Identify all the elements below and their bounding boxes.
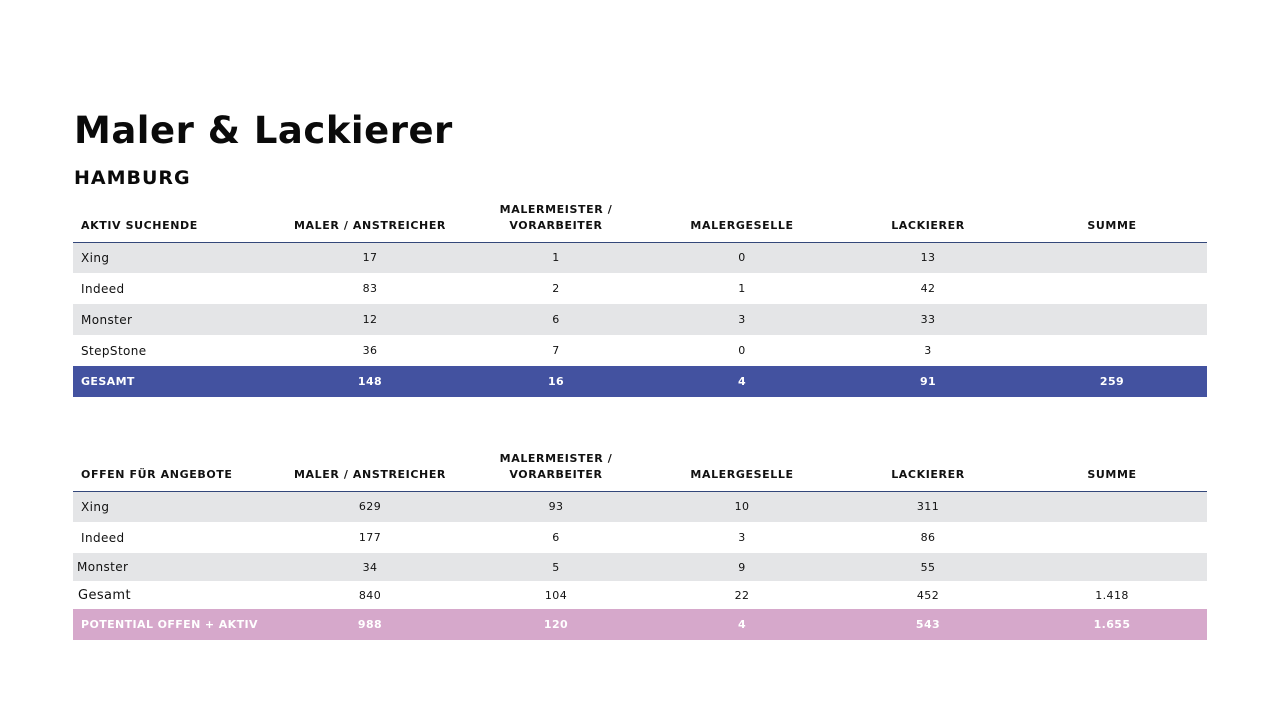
column-header: MALERGESELLE: [645, 194, 839, 242]
table-cell: [1017, 273, 1207, 304]
table-cell: [1017, 522, 1207, 553]
table-cell: 259: [1017, 366, 1207, 397]
table-row: [73, 553, 1207, 581]
table-cell: 34: [273, 553, 467, 581]
table-cell: 12: [273, 304, 467, 335]
table-cell: 6: [552, 531, 560, 544]
table-cell: 311: [839, 491, 1017, 522]
aktiv-suchende-table: [73, 194, 1207, 397]
column-header: SUMME: [1017, 194, 1207, 242]
table-cell: 6: [467, 304, 645, 335]
table-cell: 1: [467, 242, 645, 273]
table-cell: [1017, 491, 1207, 522]
row-label: Gesamt: [78, 587, 131, 603]
table-cell: 840: [358, 588, 382, 602]
table-cell: 629: [273, 491, 467, 522]
table-cell: 4: [645, 609, 839, 640]
row-label: Xing: [73, 491, 273, 522]
table-cell: [1017, 335, 1207, 366]
table-cell: 543: [839, 609, 1017, 640]
table-cell: 2: [552, 282, 560, 295]
table-cell: 177: [358, 531, 382, 544]
column-header: MALERGESELLE: [645, 443, 839, 491]
table-row: [73, 491, 1207, 522]
row-label: Indeed: [81, 530, 125, 545]
row-label: StepStone: [81, 343, 147, 358]
column-header: OFFEN FÜR ANGEBOTE: [73, 443, 273, 491]
column-header: SUMME: [1017, 443, 1207, 491]
table-cell: 9: [645, 553, 839, 581]
table-cell: 0: [645, 242, 839, 273]
page-title: Maler & Lackierer: [74, 109, 453, 152]
offen-fuer-angebote-table: [73, 443, 1207, 640]
table-cell: [1017, 242, 1207, 273]
table-cell: 83: [362, 282, 378, 295]
table-cell: 452: [916, 588, 940, 602]
table-row: [73, 335, 1207, 366]
table-cell: 3: [924, 344, 932, 357]
table-cell: 7: [552, 344, 560, 357]
table-row: [73, 242, 1207, 273]
header-row: [73, 443, 1207, 491]
table-cell: 55: [839, 553, 1017, 581]
table-row: [73, 273, 1207, 304]
table-cell: 148: [273, 366, 467, 397]
table-cell: 988: [273, 609, 467, 640]
row-label: Monster: [73, 304, 273, 335]
table-cell: [1017, 304, 1207, 335]
row-label: Xing: [73, 242, 273, 273]
table-row: [73, 522, 1207, 553]
column-header: MALERMEISTER / VORARBEITER: [467, 443, 645, 491]
column-header: MALERMEISTER / VORARBEITER: [467, 194, 645, 242]
row-label: Indeed: [81, 281, 125, 296]
table-cell: 10: [645, 491, 839, 522]
table-cell: [1017, 553, 1207, 581]
row-label: POTENTIAL OFFEN + AKTIV: [73, 609, 273, 640]
table-cell: 16: [467, 366, 645, 397]
row-label: Monster: [73, 553, 273, 581]
table-cell: 93: [467, 491, 645, 522]
column-header: LACKIERER: [839, 194, 1017, 242]
table-cell: 36: [362, 344, 378, 357]
table-cell: 91: [839, 366, 1017, 397]
header-row: [73, 194, 1207, 242]
table-cell: 17: [273, 242, 467, 273]
column-header: MALER / ANSTREICHER: [273, 443, 467, 491]
table-cell: 120: [467, 609, 645, 640]
table-cell: 1.418: [1095, 588, 1129, 602]
table-cell: 104: [544, 588, 568, 602]
table-cell: 22: [734, 588, 750, 602]
table-cell: 3: [738, 531, 746, 544]
table-cell: 13: [839, 242, 1017, 273]
total-row: [73, 366, 1207, 397]
table-cell: 1.655: [1017, 609, 1207, 640]
table-row: [73, 304, 1207, 335]
table-cell: 33: [839, 304, 1017, 335]
column-header: MALER / ANSTREICHER: [273, 194, 467, 242]
table-cell: 1: [738, 282, 746, 295]
table-cell: 3: [645, 304, 839, 335]
table-cell: 42: [920, 282, 936, 295]
potential-row: [73, 609, 1207, 640]
column-header: LACKIERER: [839, 443, 1017, 491]
gesamt-row: [73, 581, 1207, 609]
table-cell: 4: [645, 366, 839, 397]
table-cell: 5: [467, 553, 645, 581]
table-cell: 86: [920, 531, 936, 544]
row-label: GESAMT: [73, 366, 273, 397]
table-cell: 0: [738, 344, 746, 357]
column-header: AKTIV SUCHENDE: [73, 194, 273, 242]
page-subtitle: HAMBURG: [74, 167, 191, 189]
